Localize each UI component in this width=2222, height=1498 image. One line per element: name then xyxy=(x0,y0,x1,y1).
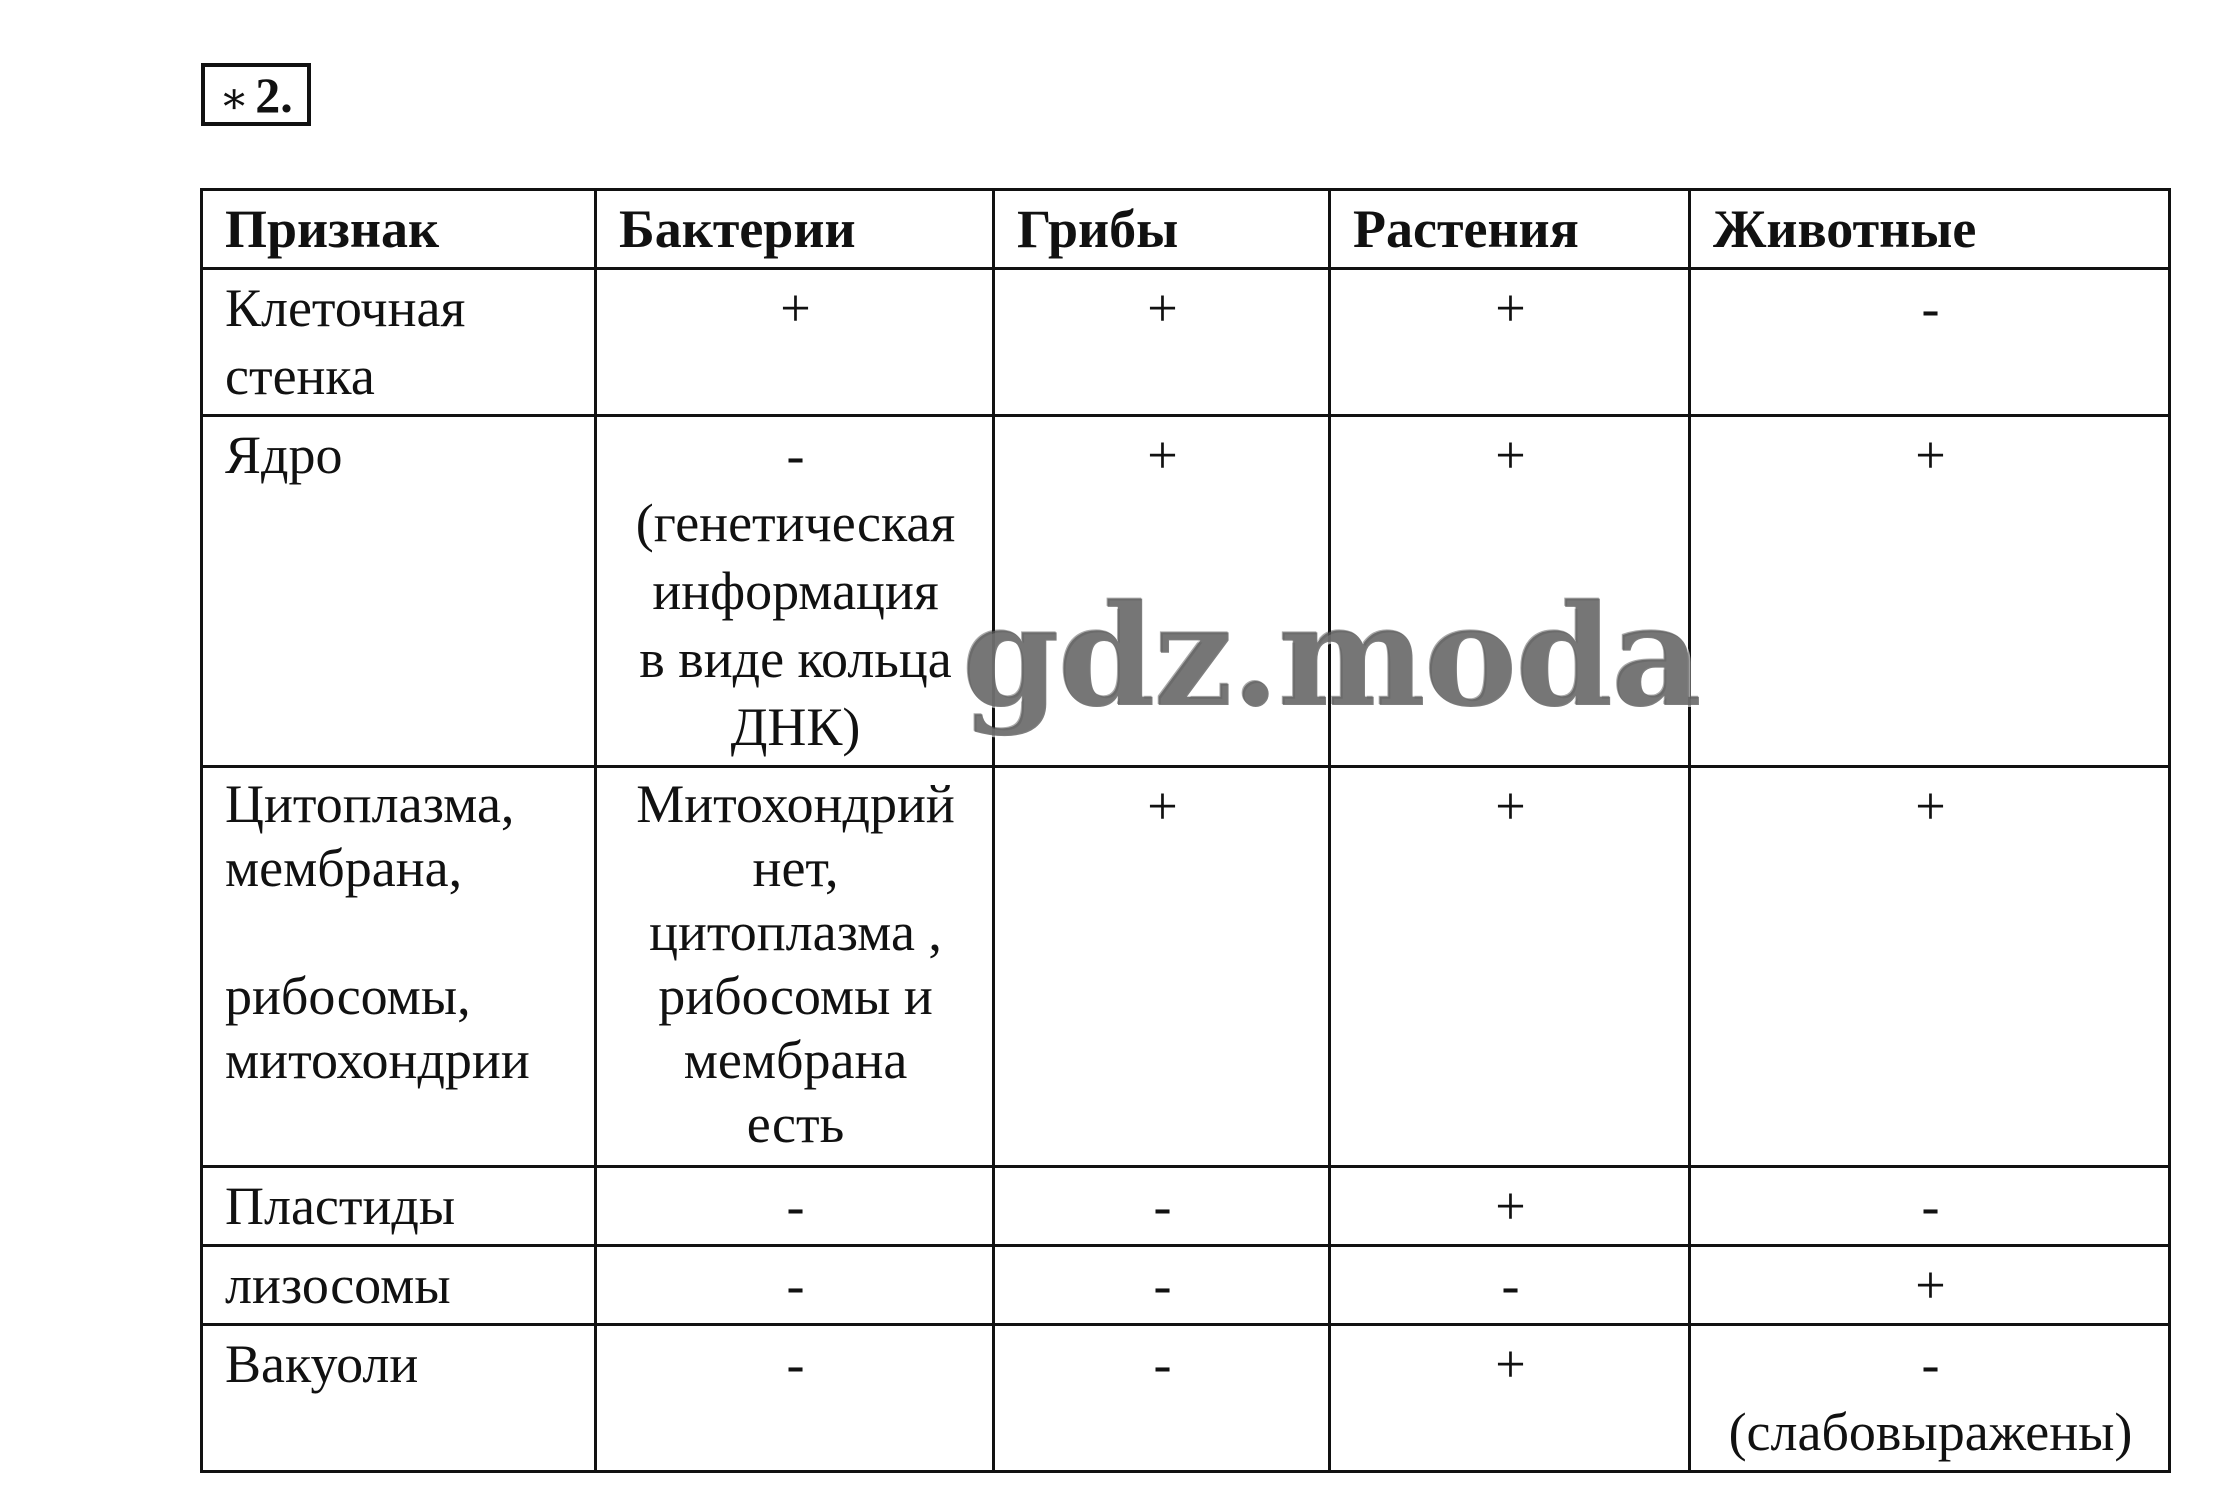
table-row xyxy=(202,767,2170,1167)
value-cell: + xyxy=(1330,269,1690,416)
feature-cell: Пластиды xyxy=(202,1167,596,1246)
feature-cell: Ядро xyxy=(202,416,596,767)
value-cell: + xyxy=(994,416,1330,767)
table-row xyxy=(202,269,2170,416)
value-cell: + xyxy=(596,269,994,416)
value-cell: - xyxy=(1690,1167,2170,1246)
table-row xyxy=(202,1167,2170,1246)
feature-cell: Вакуоли xyxy=(202,1325,596,1472)
feature-cell: лизосомы xyxy=(202,1246,596,1325)
value-cell: - (генетическая информация в виде кольца ДНК) xyxy=(596,416,994,767)
value-cell: + xyxy=(1330,1167,1690,1246)
value-cell: + xyxy=(1690,767,2170,1167)
task-number: 2. xyxy=(255,66,293,123)
header-plants: Растения xyxy=(1330,190,1690,269)
value-cell: - (слабовыражены) xyxy=(1690,1325,2170,1472)
value-cell: - xyxy=(596,1246,994,1325)
value-cell: + xyxy=(1690,1246,2170,1325)
task-number-box xyxy=(201,63,311,126)
comparison-table xyxy=(200,188,2171,1473)
table-row xyxy=(202,416,2170,767)
feature-cell: Цитоплазма, мембрана, рибосомы, митохондрии xyxy=(202,767,596,1167)
value-cell: - xyxy=(1690,269,2170,416)
value-cell: + xyxy=(994,269,1330,416)
value-cell: + xyxy=(1330,1325,1690,1472)
table-row xyxy=(202,1325,2170,1472)
value-cell: - xyxy=(596,1167,994,1246)
value-cell: - xyxy=(994,1325,1330,1472)
header-animals: Животные xyxy=(1690,190,2170,269)
value-cell: Митохондрий нет, цитоплазма , рибосомы и мембрана есть xyxy=(596,767,994,1167)
table-header-row xyxy=(202,190,2170,269)
header-feature: Признак xyxy=(202,190,596,269)
value-cell: + xyxy=(994,767,1330,1167)
header-bacteria: Бактерии xyxy=(596,190,994,269)
table-row xyxy=(202,1246,2170,1325)
value-cell: - xyxy=(994,1167,1330,1246)
watermark: gdz.moda xyxy=(962,575,1701,739)
header-fungi: Грибы xyxy=(994,190,1330,269)
asterisk-icon: ∗ xyxy=(219,74,250,123)
value-cell: + xyxy=(1690,416,2170,767)
value-cell: + xyxy=(1330,416,1690,767)
feature-cell: Клеточная стенка xyxy=(202,269,596,416)
value-cell: - xyxy=(994,1246,1330,1325)
value-cell: + xyxy=(1330,767,1690,1167)
value-cell: - xyxy=(1330,1246,1690,1325)
value-cell: - xyxy=(596,1325,994,1472)
